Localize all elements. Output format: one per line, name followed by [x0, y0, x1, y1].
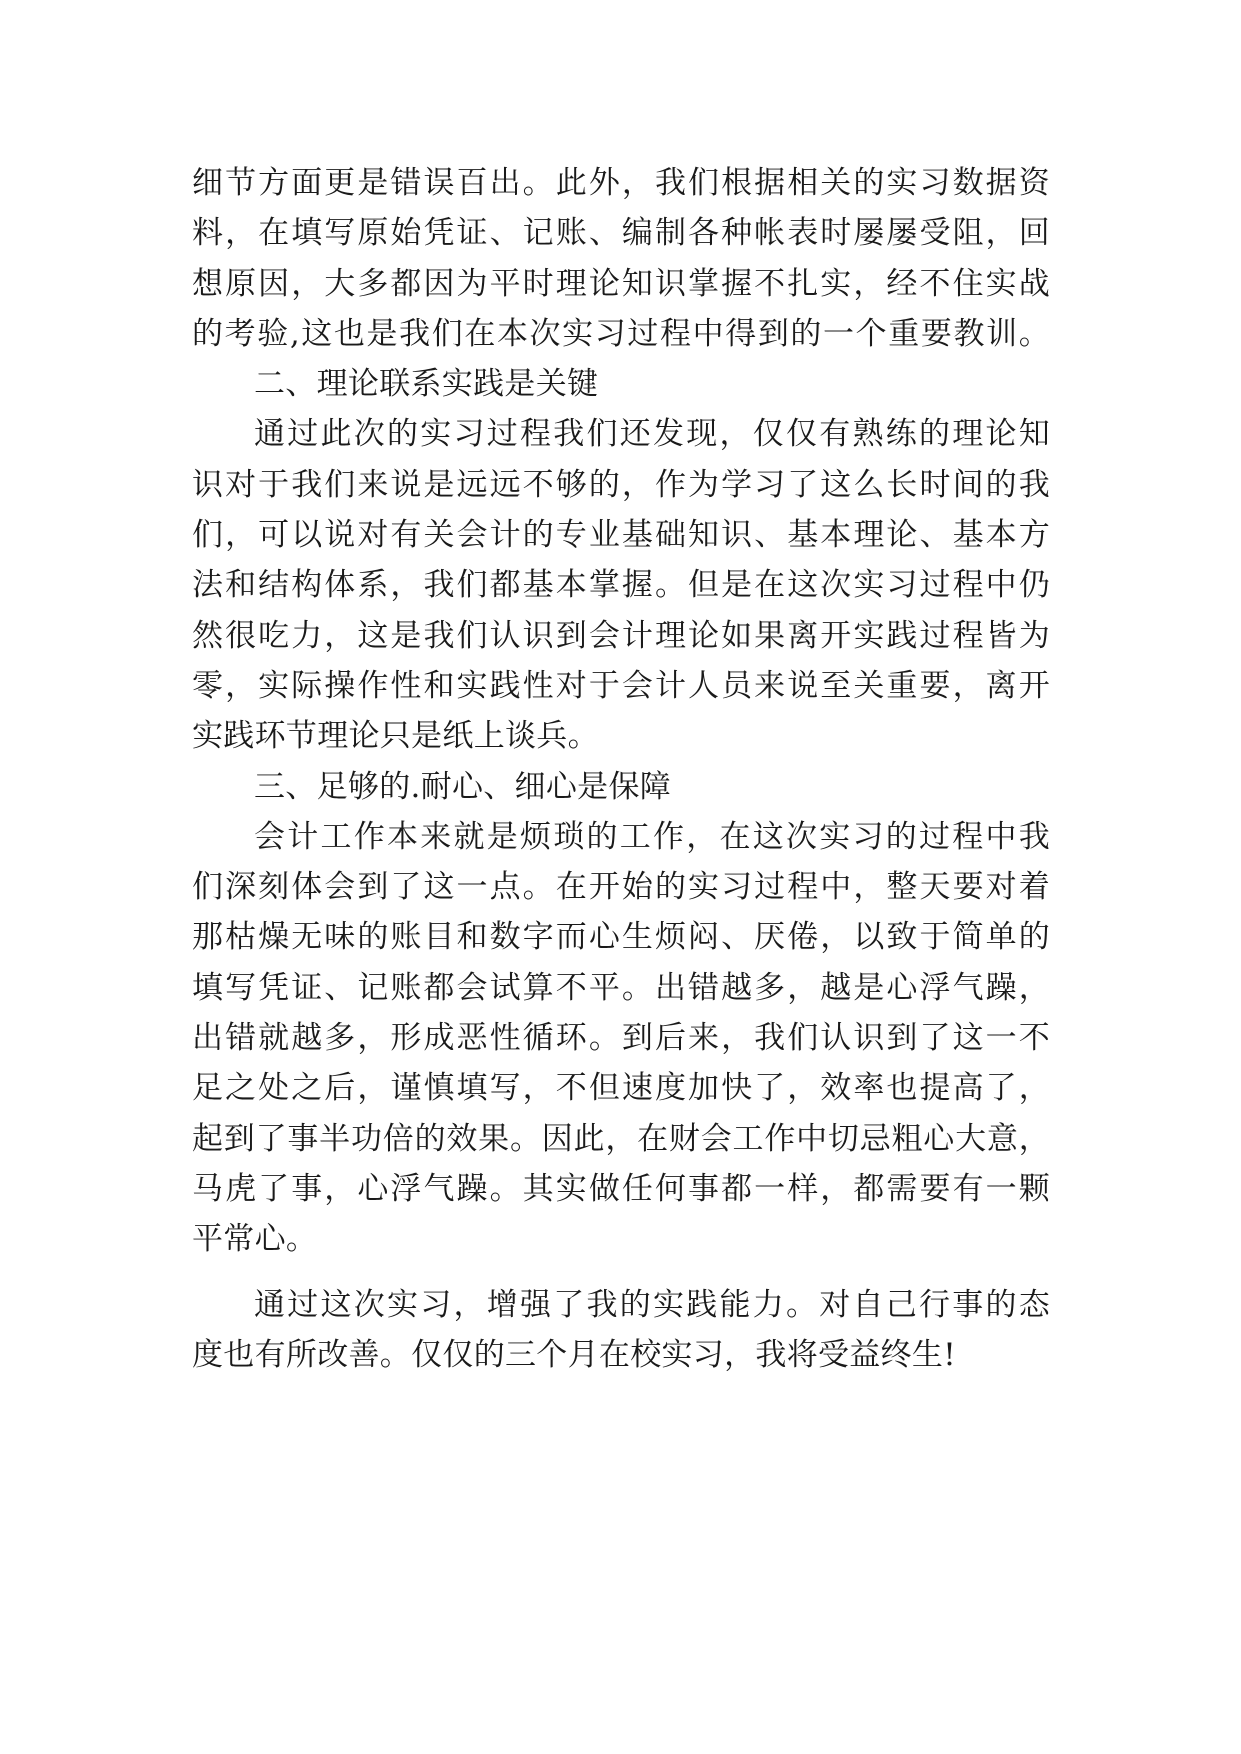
text-line: 通过此次的实习过程我们还发现，仅仅有熟练的理论知 — [254, 416, 1050, 453]
text-line: 那枯燥无味的账目和数字而心生烦闷、厌倦，以致于简单的 — [192, 919, 1050, 956]
text-line: 马虎了事，心浮气躁。其实做任何事都一样，都需要有一颗 — [192, 1170, 1050, 1207]
paragraph-theory-practice — [192, 409, 1050, 761]
text-line: 度也有所改善。仅仅的三个月在校实习，我将受益终生! — [192, 1336, 956, 1373]
text-line: 实践环节理论只是纸上谈兵。 — [192, 718, 599, 755]
paragraph-conclusion — [192, 1280, 1050, 1381]
text-line: 的考验,这也是我们在本次实习过程中得到的一个重要教训。 — [192, 315, 1050, 352]
text-line: 想原因，大多都因为平时理论知识掌握不扎实，经不住实战 — [192, 265, 1050, 302]
text-line: 会计工作本来就是烦琐的工作，在这次实习的过程中我 — [254, 818, 1050, 855]
text-line: 然很吃力，这是我们认识到会计理论如果离开实践过程皆为 — [192, 617, 1050, 654]
section-heading-3 — [192, 762, 1050, 812]
text-line: 通过这次实习，增强了我的实践能力。对自己行事的态 — [254, 1286, 1050, 1323]
text-line: 出错就越多，形成恶性循环。到后来，我们认识到了这一不 — [192, 1020, 1050, 1057]
text-line: 们深刻体会到了这一点。在开始的实习过程中，整天要对着 — [192, 869, 1050, 906]
text-line: 法和结构体系，我们都基本掌握。但是在这次实习过程中仍 — [192, 567, 1050, 604]
heading-text: 二、理论联系实践是关键 — [254, 366, 599, 403]
paragraph-continuation — [192, 158, 1050, 359]
text-line: 细节方面更是错误百出。此外，我们根据相关的实习数据资 — [192, 165, 1050, 201]
text-line: 们，可以说对有关会计的专业基础知识、基本理论、基本方 — [192, 517, 1050, 554]
section-heading-2 — [192, 359, 1050, 409]
text-line: 填写凭证、记账都会试算不平。出错越多，越是心浮气躁， — [192, 969, 1050, 1006]
text-line: 起到了事半功倍的效果。因此，在财会工作中切忌粗心大意， — [192, 1120, 1050, 1157]
text-line: 零，实际操作性和实践性对于会计人员来说至关重要，离开 — [192, 667, 1050, 704]
text-line: 料，在填写原始凭证、记账、编制各种帐表时屡屡受阻，回 — [192, 215, 1050, 252]
paragraph-gap — [192, 1265, 1050, 1280]
text-line: 识对于我们来说是远远不够的，作为学习了这么长时间的我 — [192, 466, 1050, 503]
text-line: 平常心。 — [192, 1221, 318, 1258]
paragraph-patience — [192, 812, 1050, 1265]
document-body — [192, 158, 1050, 1380]
text-line: 足之处之后，谨慎填写，不但速度加快了，效率也提高了， — [192, 1070, 1050, 1107]
heading-text: 三、足够的.耐心、细心是保障 — [254, 768, 672, 805]
